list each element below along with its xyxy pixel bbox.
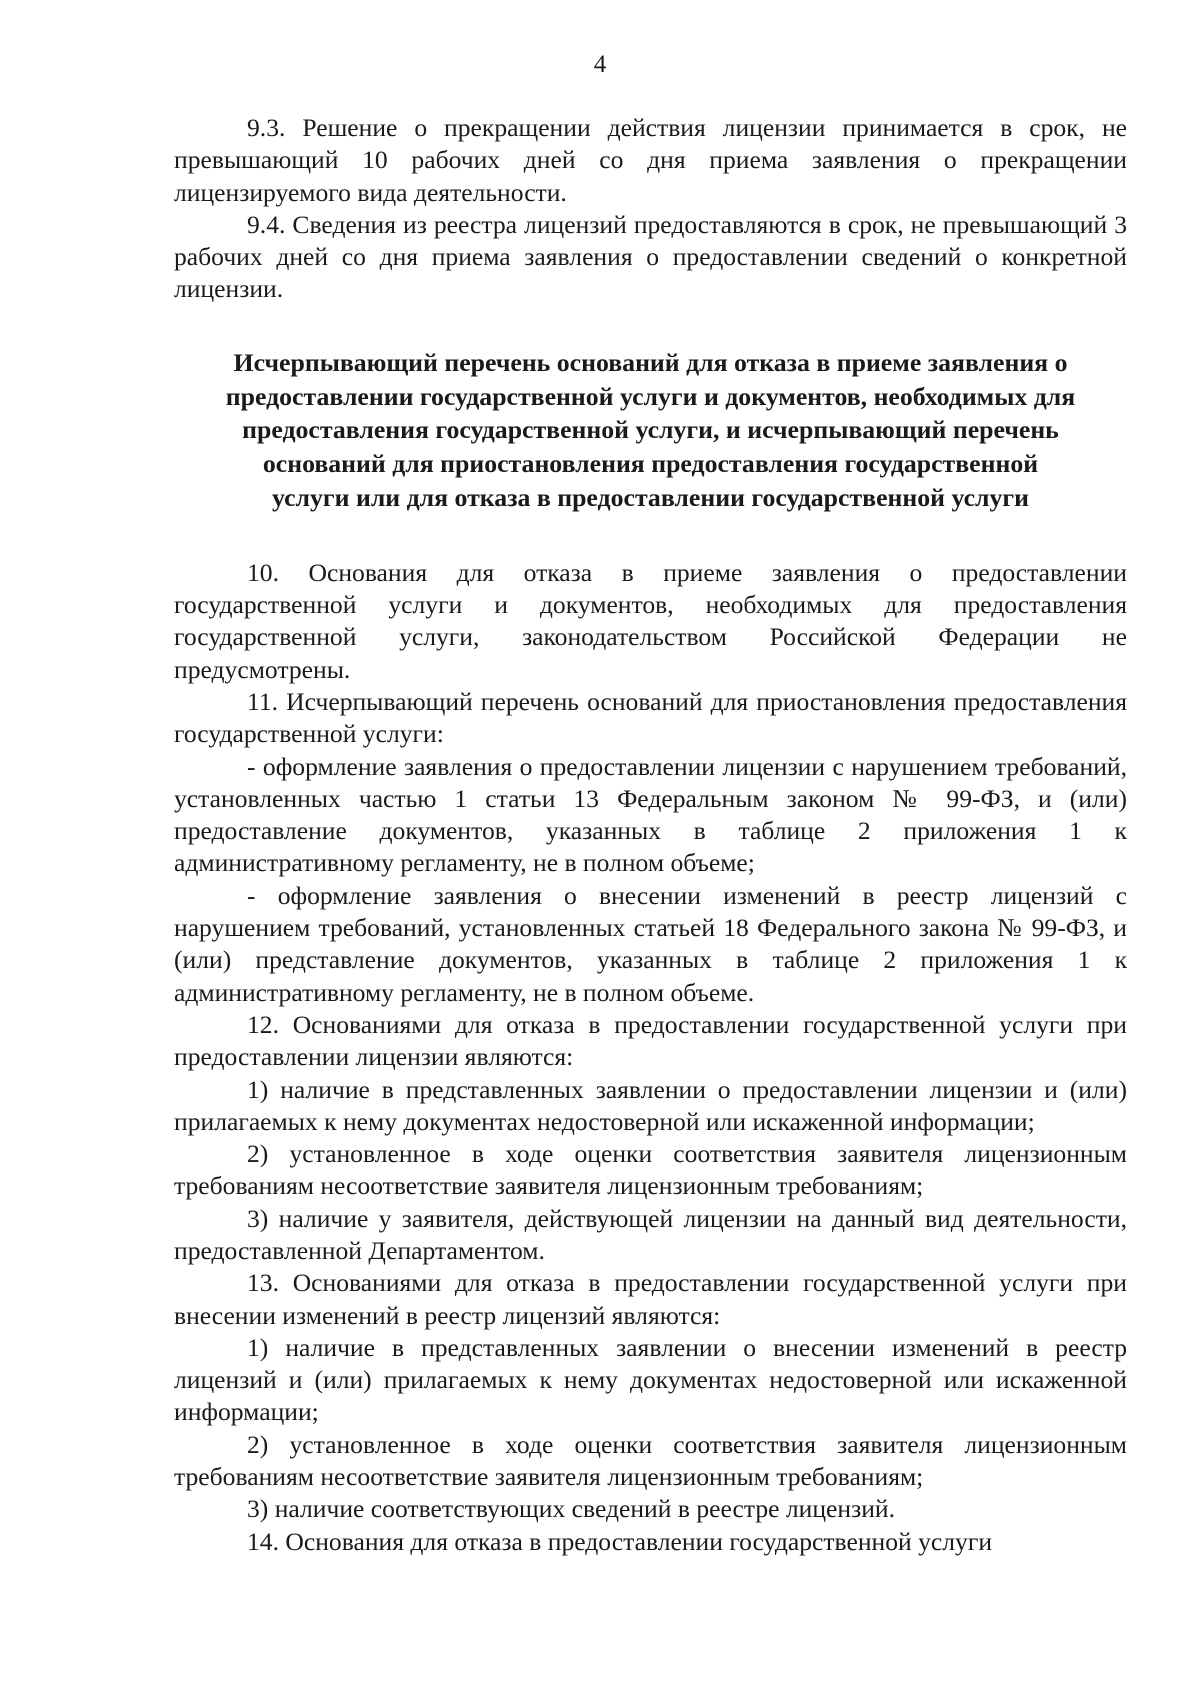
paragraph-10: 10. Основания для отказа в приеме заявления о предоставлении государственной услуги и документов, необходимых для предоставления государственной услуги, законодательством Российской Федерации не предусмотрены. (174, 557, 1127, 684)
paragraph-12: 12. Основаниями для отказа в предоставлении государственной услуги при предоставлении лицензии являются: (174, 1009, 1127, 1072)
paragraph-12-item-3: 3) наличие у заявителя, действующей лицензии на данный вид деятельности, предоставленной Департаментом. (174, 1203, 1127, 1265)
heading-line: предоставления государственной услуги, и исчерпывающий перечень (242, 415, 1059, 445)
paragraph-12-item-1: 1) наличие в представленных заявлении о предоставлении лицензии и (или) прилагаемых к нему документах недостоверной или искаженной информации; (174, 1074, 1127, 1136)
heading-line: предоставлении государственной услуги и документов, необходимых для (225, 381, 1076, 411)
page-number: 4 (593, 51, 607, 78)
paragraph-14: 14. Основания для отказа в предоставлении государственной услуги (247, 1526, 993, 1556)
paragraph-13: 13. Основаниями для отказа в предоставлении государственной услуги при внесении изменений в реестр лицензий являются: (174, 1268, 1127, 1330)
paragraph-12-item-2: 2) установленное в ходе оценки соответствия заявителя лицензионным требованиям несоответствие заявителя лицензионным требованиям; (174, 1139, 1127, 1201)
heading-line: оснований для приостановления предоставления государственной (262, 449, 1039, 479)
paragraph-9-3: 9.3. Решение о прекращении действия лицензии принимается в срок, не превышающий 10 рабочих дней со дня приема заявления о прекращении лицензируемого вида деятельности. (174, 113, 1127, 207)
paragraph-9-4: 9.4. Сведения из реестра лицензий предоставляются в срок, не превышающий 3 рабочих дней со дня приема заявления о предоставлении сведений о конкретной лицензии. (174, 209, 1127, 304)
heading-line: услуги или для отказа в предоставлении государственной услуги (272, 482, 1029, 512)
paragraph-13-item-3: 3) наличие соответствующих сведений в реестре лицензий. (247, 1494, 896, 1524)
section-heading (174, 346, 1127, 515)
paragraph-13-item-1: 1) наличие в представленных заявлении о внесении изменений в реестр лицензий и (или) прилагаемых к нему документах недостоверной или искаженной информации; (174, 1332, 1127, 1427)
paragraph-13-item-2: 2) установленное в ходе оценки соответствия заявителя лицензионным требованиям несоответствие заявителя лицензионным требованиям; (174, 1429, 1127, 1492)
paragraph-11-item-2: - оформление заявления о внесении изменений в реестр лицензий с нарушением требований, установленных статьей 18 Федерального закона № 99-ФЗ, и (или) представление документов, указанных в таблице 2 приложения 1 к административному регламенту, не в полном объеме. (174, 880, 1127, 1007)
paragraph-11: 11. Исчерпывающий перечень оснований для приостановления предоставления государственной услуги: (174, 686, 1127, 749)
paragraph-11-item-1: - оформление заявления о предоставлении лицензии с нарушением требований, установленных частью 1 статьи 13 Федеральным законом № 99-ФЗ, и (или) предоставление документов, указанных в таблице 2 приложения 1 к административному регламенту, не в полном объеме; (174, 751, 1127, 878)
heading-line: Исчерпывающий перечень оснований для отказа в приеме заявления о (233, 347, 1068, 377)
document-body (174, 112, 1127, 1558)
